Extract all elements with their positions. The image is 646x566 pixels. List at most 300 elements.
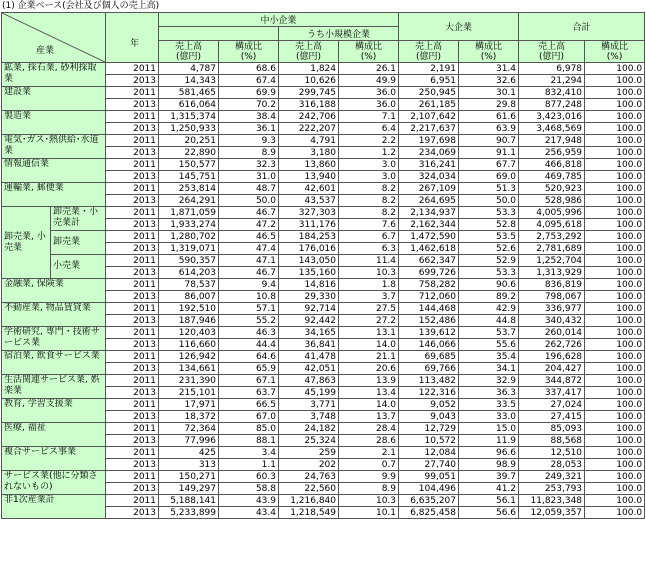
sales-value: 150,577 (159, 159, 219, 171)
ratio-value: 3.7 (339, 291, 399, 303)
sales-value: 528,986 (519, 195, 585, 207)
sales-value: 113,482 (399, 375, 459, 387)
ratio-value: 32.6 (459, 75, 519, 87)
ratio-value: 38.4 (219, 111, 279, 123)
sales-value: 1,824 (279, 63, 339, 75)
ratio-value: 100.0 (585, 471, 645, 483)
sales-value: 42,601 (279, 183, 339, 195)
ratio-value: 100.0 (585, 183, 645, 195)
ratio-value: 8.2 (339, 195, 399, 207)
sales-value: 3,423,016 (519, 111, 585, 123)
sales-value: 204,427 (519, 363, 585, 375)
ratio-value: 57.1 (219, 303, 279, 315)
ratio-value: 6.7 (339, 231, 399, 243)
sales-value: 21,294 (519, 75, 585, 87)
ratio-value: 100.0 (585, 495, 645, 507)
year-cell: 2011 (106, 279, 159, 291)
ratio-value: 8.9 (339, 483, 399, 495)
year-cell: 2011 (106, 183, 159, 195)
ratio-value: 8.2 (339, 207, 399, 219)
industry-label: サービス業(他に分類されないもの) (2, 471, 106, 495)
sales-value: 344,872 (519, 375, 585, 387)
sales-value: 202 (279, 459, 339, 471)
ratio-value: 56.1 (459, 495, 519, 507)
year-cell: 2011 (106, 231, 159, 243)
year-cell: 2013 (106, 243, 159, 255)
sales-value: 197,698 (399, 135, 459, 147)
ratio-value: 100.0 (585, 243, 645, 255)
header-corner (2, 13, 106, 63)
ratio-value: 46.7 (219, 207, 279, 219)
sales-value: 1,218,549 (279, 507, 339, 519)
sales-value: 699,726 (399, 267, 459, 279)
ratio-value: 36.1 (219, 123, 279, 135)
ratio-value: 0.7 (339, 459, 399, 471)
ratio-value: 6.3 (339, 243, 399, 255)
ratio-value: 85.0 (219, 423, 279, 435)
sales-value: 12,510 (519, 447, 585, 459)
sales-value: 327,303 (279, 207, 339, 219)
sales-value: 877,248 (519, 99, 585, 111)
sales-value: 126,942 (159, 351, 219, 363)
sales-value: 6,978 (519, 63, 585, 75)
year-cell: 2013 (106, 459, 159, 471)
ratio-value: 21.1 (339, 351, 399, 363)
sales-value: 77,996 (159, 435, 219, 447)
sales-value: 12,084 (399, 447, 459, 459)
ratio-value: 100.0 (585, 279, 645, 291)
ratio-value: 46.7 (219, 267, 279, 279)
ratio-value: 6.4 (339, 123, 399, 135)
year-cell: 2013 (106, 75, 159, 87)
ratio-value: 8.2 (339, 183, 399, 195)
ratio-value: 98.9 (459, 459, 519, 471)
ratio-value: 20.6 (339, 363, 399, 375)
ratio-value: 44.8 (459, 315, 519, 327)
ratio-value: 28.6 (339, 435, 399, 447)
year-cell: 2011 (106, 159, 159, 171)
ratio-value: 46.5 (219, 231, 279, 243)
sales-value: 2,134,937 (399, 207, 459, 219)
ratio-value: 1.2 (339, 147, 399, 159)
industry-label: 建設業 (2, 87, 106, 111)
ratio-value: 100.0 (585, 399, 645, 411)
ratio-value: 100.0 (585, 123, 645, 135)
industry-label: 教育, 学習支援業 (2, 399, 106, 423)
year-cell: 2013 (106, 507, 159, 519)
sales-value: 311,176 (279, 219, 339, 231)
ratio-value: 36.3 (459, 387, 519, 399)
sales-value: 120,403 (159, 327, 219, 339)
sales-value: 176,016 (279, 243, 339, 255)
ratio-value: 100.0 (585, 303, 645, 315)
ratio-value: 96.6 (459, 447, 519, 459)
sales-value: 324,034 (399, 171, 459, 183)
header-year: 年 (130, 39, 140, 49)
ratio-value: 63.9 (459, 123, 519, 135)
sales-value: 92,442 (279, 315, 339, 327)
sales-value: 590,357 (159, 255, 219, 267)
sales-value: 2,107,642 (399, 111, 459, 123)
sales-value: 88,568 (519, 435, 585, 447)
sales-value: 92,714 (279, 303, 339, 315)
ratio-value: 3.0 (339, 159, 399, 171)
ratio-value: 69.9 (219, 87, 279, 99)
table-row (2, 303, 645, 315)
sales-value: 72,364 (159, 423, 219, 435)
header-sales: 売上高 (億円) (399, 41, 459, 63)
sales-value: 234,069 (399, 147, 459, 159)
industry-label: 卸売業, 小売業 (2, 207, 51, 279)
sales-value: 231,390 (159, 375, 219, 387)
sales-value: 520,923 (519, 183, 585, 195)
sales-value: 259 (279, 447, 339, 459)
sales-value: 1,216,840 (279, 495, 339, 507)
ratio-value: 100.0 (585, 447, 645, 459)
year-cell: 2013 (106, 315, 159, 327)
year-cell: 2013 (106, 267, 159, 279)
sales-value: 264,291 (159, 195, 219, 207)
ratio-value: 30.1 (459, 87, 519, 99)
ratio-value: 61.6 (459, 111, 519, 123)
ratio-value: 63.7 (219, 387, 279, 399)
table-row (2, 423, 645, 435)
sales-value: 27,740 (399, 459, 459, 471)
table-row (2, 63, 645, 75)
industry-label: 学術研究, 専門・技術サービス業 (2, 327, 106, 351)
ratio-value: 28.4 (339, 423, 399, 435)
year-cell: 2013 (106, 435, 159, 447)
ratio-value: 1.8 (339, 279, 399, 291)
header-large: 大企業 (399, 13, 519, 41)
sales-value: 1,250,933 (159, 123, 219, 135)
ratio-value: 9.9 (339, 471, 399, 483)
sales-value: 187,946 (159, 315, 219, 327)
ratio-value: 35.4 (459, 351, 519, 363)
sales-value: 712,060 (399, 291, 459, 303)
year-cell: 2011 (106, 255, 159, 267)
sales-value: 86,007 (159, 291, 219, 303)
sales-value: 152,486 (399, 315, 459, 327)
sales-value: 43,537 (279, 195, 339, 207)
ratio-value: 53.7 (459, 327, 519, 339)
sales-value: 42,051 (279, 363, 339, 375)
sales-value: 264,695 (399, 195, 459, 207)
sales-value: 6,951 (399, 75, 459, 87)
sales-value: 614,203 (159, 267, 219, 279)
year-cell: 2011 (106, 111, 159, 123)
sales-value: 4,095,618 (519, 219, 585, 231)
sales-table (1, 12, 645, 519)
sales-value: 12,729 (399, 423, 459, 435)
sales-value: 150,271 (159, 471, 219, 483)
ratio-value: 100.0 (585, 483, 645, 495)
ratio-value: 100.0 (585, 387, 645, 399)
ratio-value: 100.0 (585, 255, 645, 267)
year-cell: 2013 (106, 171, 159, 183)
ratio-value: 53.3 (459, 207, 519, 219)
sales-value: 45,199 (279, 387, 339, 399)
header-ratio: 構成比 (%) (219, 41, 279, 63)
ratio-value: 53.5 (459, 231, 519, 243)
table-row (2, 159, 645, 171)
sub-industry-label: 卸売業 (51, 231, 106, 255)
ratio-value: 67.0 (219, 411, 279, 423)
ratio-value: 68.6 (219, 63, 279, 75)
year-cell: 2011 (106, 375, 159, 387)
ratio-value: 100.0 (585, 99, 645, 111)
ratio-value: 66.5 (219, 399, 279, 411)
sales-value: 261,185 (399, 99, 459, 111)
ratio-value: 100.0 (585, 111, 645, 123)
industry-label: 情報通信業 (2, 159, 106, 183)
ratio-value: 67.7 (459, 159, 519, 171)
ratio-value: 60.3 (219, 471, 279, 483)
ratio-value: 100.0 (585, 423, 645, 435)
sales-value: 18,372 (159, 411, 219, 423)
header-sme-blank (159, 27, 279, 41)
ratio-value: 100.0 (585, 159, 645, 171)
year-cell: 2011 (106, 87, 159, 99)
industry-label: 金融業, 保険業 (2, 279, 106, 303)
sales-value: 253,793 (519, 483, 585, 495)
ratio-value: 56.6 (459, 507, 519, 519)
industry-label: 不動産業, 物品賃貸業 (2, 303, 106, 327)
year-cell: 2013 (106, 123, 159, 135)
ratio-value: 3.0 (339, 171, 399, 183)
ratio-value: 9.4 (219, 279, 279, 291)
ratio-value: 47.1 (219, 255, 279, 267)
ratio-value: 100.0 (585, 351, 645, 363)
ratio-value: 100.0 (585, 411, 645, 423)
ratio-value: 70.2 (219, 99, 279, 111)
year-cell: 2013 (106, 195, 159, 207)
sales-value: 340,432 (519, 315, 585, 327)
ratio-value: 10.3 (339, 267, 399, 279)
ratio-value: 46.3 (219, 327, 279, 339)
header-small: うち小規模企業 (279, 27, 399, 41)
header-industry: 産業 (36, 46, 55, 56)
sales-value: 144,468 (399, 303, 459, 315)
header-ratio: 構成比 (%) (459, 41, 519, 63)
sales-value: 41,478 (279, 351, 339, 363)
year-cell: 2011 (106, 327, 159, 339)
sales-value: 10,626 (279, 75, 339, 87)
year-cell: 2011 (106, 399, 159, 411)
ratio-value: 100.0 (585, 327, 645, 339)
ratio-value: 36.0 (339, 87, 399, 99)
sales-value: 20,251 (159, 135, 219, 147)
sub-industry-label: 小売業 (51, 255, 106, 279)
sales-value: 12,059,357 (519, 507, 585, 519)
sales-value: 14,816 (279, 279, 339, 291)
table-row (2, 279, 645, 291)
sales-value: 36,841 (279, 339, 339, 351)
ratio-value: 13.7 (339, 411, 399, 423)
sales-value: 6,635,207 (399, 495, 459, 507)
table-row (2, 351, 645, 363)
sales-value: 2,217,637 (399, 123, 459, 135)
ratio-value: 34.1 (459, 363, 519, 375)
ratio-value: 3.4 (219, 447, 279, 459)
ratio-value: 10.3 (339, 495, 399, 507)
sales-value: 1,462,618 (399, 243, 459, 255)
ratio-value: 11.9 (459, 435, 519, 447)
sales-value: 134,661 (159, 363, 219, 375)
industry-label: 運輸業, 郵便業 (2, 183, 106, 207)
sales-value: 22,560 (279, 483, 339, 495)
ratio-value: 69.0 (459, 171, 519, 183)
sales-value: 3,468,569 (519, 123, 585, 135)
header-year-cell (106, 13, 159, 63)
sales-value: 69,685 (399, 351, 459, 363)
year-cell: 2011 (106, 495, 159, 507)
sales-value: 1,313,929 (519, 267, 585, 279)
ratio-value: 55.6 (459, 339, 519, 351)
ratio-value: 14.0 (339, 399, 399, 411)
sales-value: 135,160 (279, 267, 339, 279)
sales-value: 217,948 (519, 135, 585, 147)
industry-label: 電気･ガス･熱供給･水道業 (2, 135, 106, 159)
industry-label: 宿泊業, 飲食サービス業 (2, 351, 106, 375)
sales-value: 192,510 (159, 303, 219, 315)
ratio-value: 91.1 (459, 147, 519, 159)
industry-label: 複合サービス事業 (2, 447, 106, 471)
sales-value: 13,860 (279, 159, 339, 171)
year-cell: 2013 (106, 291, 159, 303)
ratio-value: 10.1 (339, 507, 399, 519)
ratio-value: 100.0 (585, 207, 645, 219)
sales-value: 2,753,292 (519, 231, 585, 243)
industry-label: 非1次産業計 (2, 495, 106, 519)
year-cell: 2011 (106, 471, 159, 483)
sales-value: 262,726 (519, 339, 585, 351)
year-cell: 2011 (106, 423, 159, 435)
ratio-value: 2.1 (339, 447, 399, 459)
ratio-value: 2.2 (339, 135, 399, 147)
sales-value: 116,660 (159, 339, 219, 351)
sales-value: 149,297 (159, 483, 219, 495)
sales-value: 3,771 (279, 399, 339, 411)
ratio-value: 15.0 (459, 423, 519, 435)
ratio-value: 100.0 (585, 363, 645, 375)
ratio-value: 44.4 (219, 339, 279, 351)
sales-value: 469,785 (519, 171, 585, 183)
sales-value: 267,109 (399, 183, 459, 195)
sales-value: 24,182 (279, 423, 339, 435)
ratio-value: 13.1 (339, 327, 399, 339)
table-row (2, 375, 645, 387)
sales-value: 143,050 (279, 255, 339, 267)
header-sales: 売上高 (億円) (519, 41, 585, 63)
sales-value: 242,706 (279, 111, 339, 123)
sub-industry-label: 卸売業・小売業計 (51, 207, 106, 231)
ratio-value: 43.9 (219, 495, 279, 507)
ratio-value: 51.3 (459, 183, 519, 195)
table-row (2, 495, 645, 507)
sales-value: 249,321 (519, 471, 585, 483)
sales-value: 6,825,458 (399, 507, 459, 519)
year-cell: 2013 (106, 387, 159, 399)
ratio-value: 1.1 (219, 459, 279, 471)
table-row (2, 471, 645, 483)
ratio-value: 10.8 (219, 291, 279, 303)
sales-value: 1,280,702 (159, 231, 219, 243)
sales-value: 5,233,899 (159, 507, 219, 519)
table-caption: (1) 企業ベース(会社及び個人の売上高) (2, 1, 160, 11)
sales-value: 196,628 (519, 351, 585, 363)
ratio-value: 27.5 (339, 303, 399, 315)
sales-value: 316,241 (399, 159, 459, 171)
sales-value: 25,324 (279, 435, 339, 447)
table-row (2, 447, 645, 459)
sales-value: 9,043 (399, 411, 459, 423)
year-cell: 2011 (106, 447, 159, 459)
industry-label: 製造業 (2, 111, 106, 135)
ratio-value: 31.0 (219, 171, 279, 183)
sales-value: 184,253 (279, 231, 339, 243)
ratio-value: 52.6 (459, 243, 519, 255)
ratio-value: 53.3 (459, 267, 519, 279)
year-cell: 2013 (106, 147, 159, 159)
sales-value: 337,417 (519, 387, 585, 399)
sales-value: 1,933,274 (159, 219, 219, 231)
year-cell: 2013 (106, 363, 159, 375)
ratio-value: 42.9 (459, 303, 519, 315)
sales-value: 85,093 (519, 423, 585, 435)
ratio-value: 32.9 (459, 375, 519, 387)
ratio-value: 14.0 (339, 339, 399, 351)
sales-value: 104,496 (399, 483, 459, 495)
ratio-value: 33.0 (459, 411, 519, 423)
ratio-value: 100.0 (585, 267, 645, 279)
sales-value: 34,165 (279, 327, 339, 339)
sales-value: 11,823,348 (519, 495, 585, 507)
sales-value: 47,863 (279, 375, 339, 387)
sales-value: 2,162,344 (399, 219, 459, 231)
sales-value: 3,180 (279, 147, 339, 159)
sales-value: 616,064 (159, 99, 219, 111)
ratio-value: 55.2 (219, 315, 279, 327)
sales-value: 69,766 (399, 363, 459, 375)
sales-value: 313 (159, 459, 219, 471)
ratio-value: 27.2 (339, 315, 399, 327)
ratio-value: 100.0 (585, 231, 645, 243)
ratio-value: 88.1 (219, 435, 279, 447)
sales-value: 250,945 (399, 87, 459, 99)
year-cell: 2011 (106, 135, 159, 147)
sales-value: 836,819 (519, 279, 585, 291)
header-sales: 売上高 (億円) (279, 41, 339, 63)
sales-value: 29,330 (279, 291, 339, 303)
ratio-value: 49.9 (339, 75, 399, 87)
ratio-value: 39.7 (459, 471, 519, 483)
ratio-value: 100.0 (585, 459, 645, 471)
header-ratio: 構成比 (%) (585, 41, 645, 63)
sales-value: 3,748 (279, 411, 339, 423)
sales-value: 10,572 (399, 435, 459, 447)
ratio-value: 52.9 (459, 255, 519, 267)
sales-value: 260,014 (519, 327, 585, 339)
ratio-value: 29.8 (459, 99, 519, 111)
ratio-value: 58.8 (219, 483, 279, 495)
ratio-value: 64.6 (219, 351, 279, 363)
ratio-value: 100.0 (585, 435, 645, 447)
sales-value: 425 (159, 447, 219, 459)
sales-value: 17,971 (159, 399, 219, 411)
year-cell: 2011 (106, 63, 159, 75)
sales-value: 581,465 (159, 87, 219, 99)
